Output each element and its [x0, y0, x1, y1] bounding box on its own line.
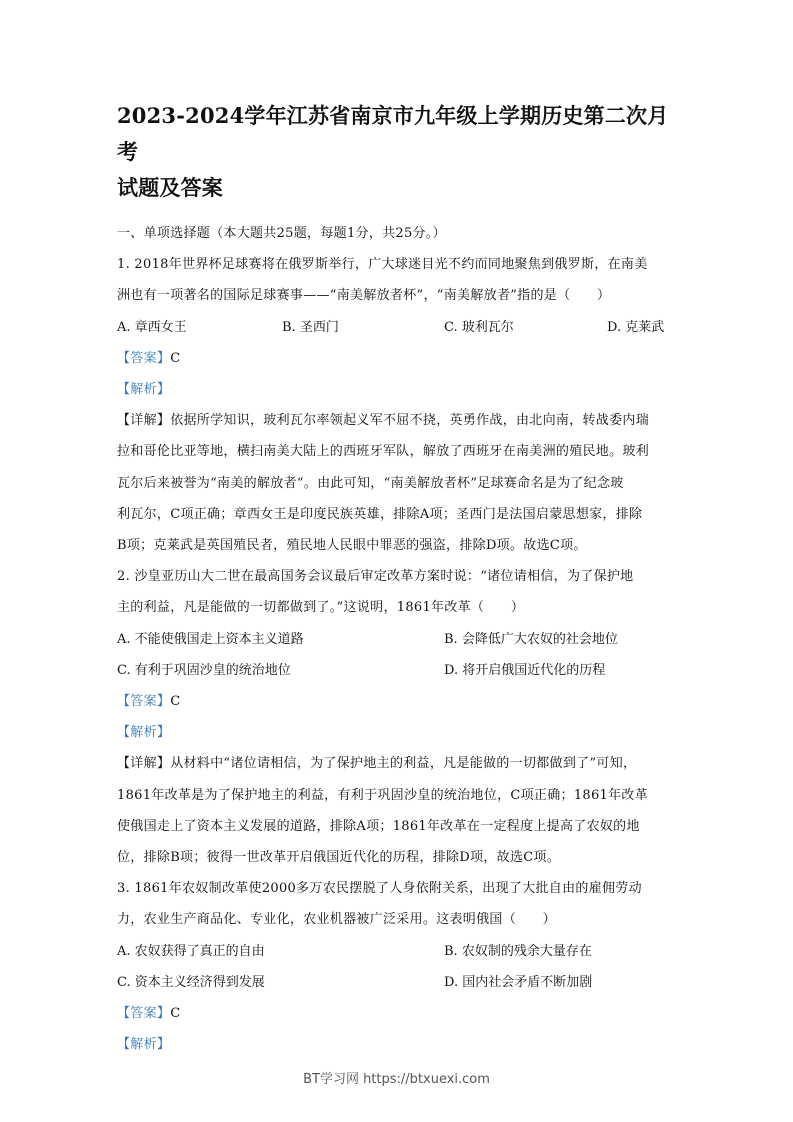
- answer-row: [117, 686, 682, 717]
- answer-label: 【答案】: [117, 1006, 171, 1022]
- option-a: A. 农奴获得了真正的自由: [117, 943, 265, 959]
- analysis-row: [117, 374, 682, 405]
- question-stem-line: 1. 2018年世界杯足球赛将在俄罗斯举行，广大球迷目光不约而同地聚焦到俄罗斯，在南美: [117, 257, 648, 273]
- detail-line: 位，排除B项；彼得一世改革开启俄国近代化的历程，排除D项，故选C项。: [117, 850, 561, 866]
- detail-line: B项；克莱武是英国殖民者，殖民地人民眼中罪恶的强盗，排除D项。故选C项。: [117, 538, 587, 554]
- option-b: B. 农奴制的残余大量存在: [444, 943, 592, 959]
- detail-label: 【详解】: [117, 756, 171, 772]
- question-1: [117, 249, 682, 561]
- question-stem-line: 洲也有一项著名的国际足球赛事——“南美解放者杯”，“南美解放者”指的是（ ）: [117, 288, 611, 304]
- answer-row: [117, 343, 682, 374]
- option-a: A. 章西女王: [117, 319, 187, 335]
- question-options-row: [117, 936, 682, 967]
- question-stem-line: 力，农业生产商品化、专业化，农业机器被广泛采用。这表明俄国（ ）: [117, 912, 556, 928]
- answer-value: C: [170, 694, 181, 710]
- analysis-label: 【解析】: [117, 725, 171, 741]
- footer-watermark: BT学习网 https://btxuexi.com: [303, 1072, 490, 1087]
- detail-block: [117, 405, 682, 561]
- detail-block: [117, 748, 682, 873]
- detail-line: 依据所学知识，玻利瓦尔率领起义军不屈不挠，英勇作战，由北向南，转战委内瑞: [170, 413, 650, 429]
- answer-row: [117, 998, 682, 1029]
- detail-line: 使俄国走上了资本主义发展的道路，排除A项；1861年改革在一定程度上提高了农奴的地: [117, 818, 640, 834]
- analysis-label: 【解析】: [117, 382, 171, 398]
- question-2: [117, 561, 682, 873]
- detail-line: 利瓦尔，C项正确；章西女王是印度民族英雄，排除A项；圣西门是法国启蒙思想家，排除: [117, 506, 643, 522]
- question-options-row: [117, 655, 682, 686]
- option-d: D. 将开启俄国近代化的历程: [444, 662, 606, 678]
- question-stem-line: 2. 沙皇亚历山大二世在最高国务会议最后审定改革方案时说：“诸位请相信，为了保护地: [117, 569, 634, 585]
- detail-line: 1861年改革是为了保护地主的利益，有利于巩固沙皇的统治地位，C项正确；1861年改革: [117, 787, 649, 803]
- document-page: [117, 98, 682, 1060]
- title-line-2: 试题及答案: [117, 175, 223, 200]
- answer-label: 【答案】: [117, 694, 171, 710]
- answer-value: C: [170, 1006, 181, 1022]
- analysis-label: 【解析】: [117, 1037, 171, 1053]
- section-heading: 一、单项选择题（本大题共25题，每题1分，共25分。）: [117, 226, 446, 241]
- answer-value: C: [170, 350, 181, 366]
- detail-line: 从材料中“诸位请相信，为了保护地主的利益，凡是能做的一切都做到了”可知，: [170, 756, 637, 772]
- option-c: C. 玻利瓦尔: [444, 319, 514, 335]
- question-options-row: [117, 967, 682, 998]
- detail-line: 拉和哥伦比亚等地，横扫南美大陆上的西班牙军队，解放了西班牙在南美洲的殖民地。玻利: [117, 444, 650, 460]
- option-d: D. 国内社会矛盾不断加剧: [444, 974, 593, 990]
- option-a: A. 不能使俄国走上资本主义道路: [117, 631, 304, 647]
- detail-label: 【详解】: [117, 413, 171, 429]
- analysis-row: [117, 717, 682, 748]
- question-options-row: [117, 624, 682, 655]
- analysis-row: [117, 1029, 682, 1060]
- question-stem-line: 3. 1861年农奴制改革使2000多万农民摆脱了人身依附关系，出现了大批自由的雇佣劳动: [117, 881, 642, 897]
- option-c: C. 有利于巩固沙皇的统治地位: [117, 662, 291, 678]
- option-b: B. 圣西门: [282, 319, 339, 335]
- option-b: B. 会降低广大农奴的社会地位: [444, 631, 618, 647]
- question-stem-line: 主的利益，凡是能做的一切都做到了。”这说明，1861年改革（ ）: [117, 600, 525, 616]
- title-line-1: 2023-2024学年江苏省南京市九年级上学期历史第二次月考: [117, 103, 669, 164]
- document-title: [117, 98, 682, 206]
- question-3: [117, 873, 682, 1060]
- answer-label: 【答案】: [117, 350, 171, 366]
- option-c: C. 资本主义经济得到发展: [117, 974, 265, 990]
- option-d: D. 克莱武: [607, 319, 665, 335]
- question-options: [117, 312, 682, 343]
- detail-line: 瓦尔后来被誉为“南美的解放者”。由此可知，“南美解放者杯”足球赛命名是为了纪念玻: [117, 475, 624, 491]
